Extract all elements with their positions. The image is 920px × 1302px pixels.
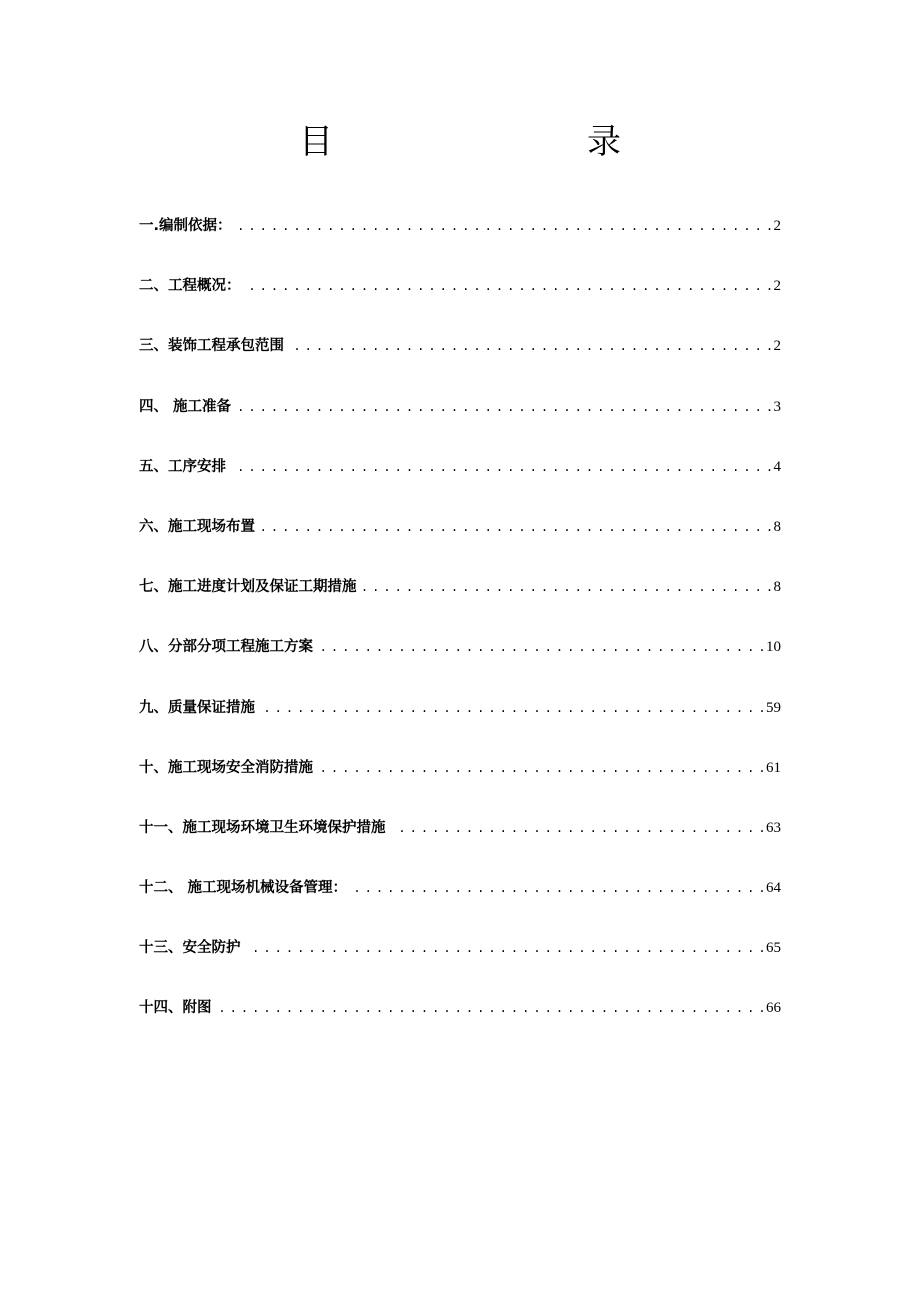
toc-entry-label: 十四、附图 xyxy=(139,1000,212,1017)
toc-dot-leader xyxy=(247,930,765,966)
toc-dot-leader xyxy=(363,569,772,605)
toc-dot-leader xyxy=(319,750,764,786)
toc-entry[interactable] xyxy=(139,569,781,605)
toc-dot-leader xyxy=(218,990,765,1026)
toc-dot-leader xyxy=(353,870,764,906)
toc-entry[interactable] xyxy=(139,990,781,1026)
toc-page-number: 3 xyxy=(773,398,781,415)
toc-entry-label: 四、 施工准备 xyxy=(139,398,232,415)
toc-page-number: 8 xyxy=(773,518,781,535)
toc-title: 目 录 xyxy=(299,122,683,162)
toc-dot-leader xyxy=(238,208,772,244)
toc-dot-leader xyxy=(261,690,764,726)
toc-page-number: 10 xyxy=(766,639,781,656)
toc-entry[interactable] xyxy=(139,810,781,846)
toc-page-number: 2 xyxy=(773,278,781,295)
toc-entry-label: 二、工程概况： xyxy=(139,278,241,295)
toc-entry-label: 三、装饰工程承包范围 xyxy=(139,338,284,355)
toc-entry-label: 八、分部分项工程施工方案 xyxy=(139,639,313,656)
toc-entry-label: 十三、安全防护 xyxy=(139,940,241,957)
toc-entry[interactable] xyxy=(139,930,781,966)
toc-page-number: 66 xyxy=(766,1000,781,1017)
toc-entry[interactable] xyxy=(139,208,781,244)
toc-entry-label: 十一、施工现场环境卫生环境保护措施 xyxy=(139,819,386,836)
toc-entry-label: 十、施工现场安全消防措施 xyxy=(139,759,313,776)
toc-page-number: 2 xyxy=(773,218,781,234)
toc-dot-leader xyxy=(392,810,765,846)
toc-entry[interactable] xyxy=(139,870,781,906)
toc-dot-leader xyxy=(261,509,772,545)
table-of-contents xyxy=(139,208,781,1051)
toc-entry[interactable] xyxy=(139,629,781,665)
toc-entry-label: 六、施工现场布置 xyxy=(139,518,255,535)
toc-dot-leader xyxy=(237,389,771,425)
toc-page-number: 4 xyxy=(773,458,781,475)
toc-entry[interactable] xyxy=(139,328,781,364)
toc-entry[interactable] xyxy=(139,750,781,786)
toc-entry[interactable] xyxy=(139,690,781,726)
toc-entry-label: 五、工序安排 xyxy=(139,458,226,475)
toc-page-number: 59 xyxy=(766,699,781,716)
toc-page-number: 64 xyxy=(766,880,781,897)
toc-page-number: 2 xyxy=(773,338,781,355)
toc-entry-label: 九、质量保证措施 xyxy=(139,699,255,716)
toc-entry[interactable] xyxy=(139,268,781,304)
toc-dot-leader xyxy=(290,328,772,364)
toc-page-number: 63 xyxy=(766,819,781,836)
toc-entry[interactable] xyxy=(139,389,781,425)
toc-page-number: 61 xyxy=(766,759,781,776)
toc-dot-leader xyxy=(247,268,772,304)
toc-entry-label: 十二、 施工现场机械设备管理： xyxy=(139,880,348,897)
toc-dot-leader xyxy=(319,629,764,665)
toc-entry[interactable] xyxy=(139,509,781,545)
toc-page-number: 65 xyxy=(766,940,781,957)
toc-entry-label: 一.编制依据： xyxy=(139,218,232,234)
toc-dot-leader xyxy=(232,449,772,485)
toc-page-number: 8 xyxy=(773,579,781,596)
toc-entry-label: 七、施工进度计划及保证工期措施 xyxy=(139,579,357,596)
toc-entry[interactable] xyxy=(139,449,781,485)
